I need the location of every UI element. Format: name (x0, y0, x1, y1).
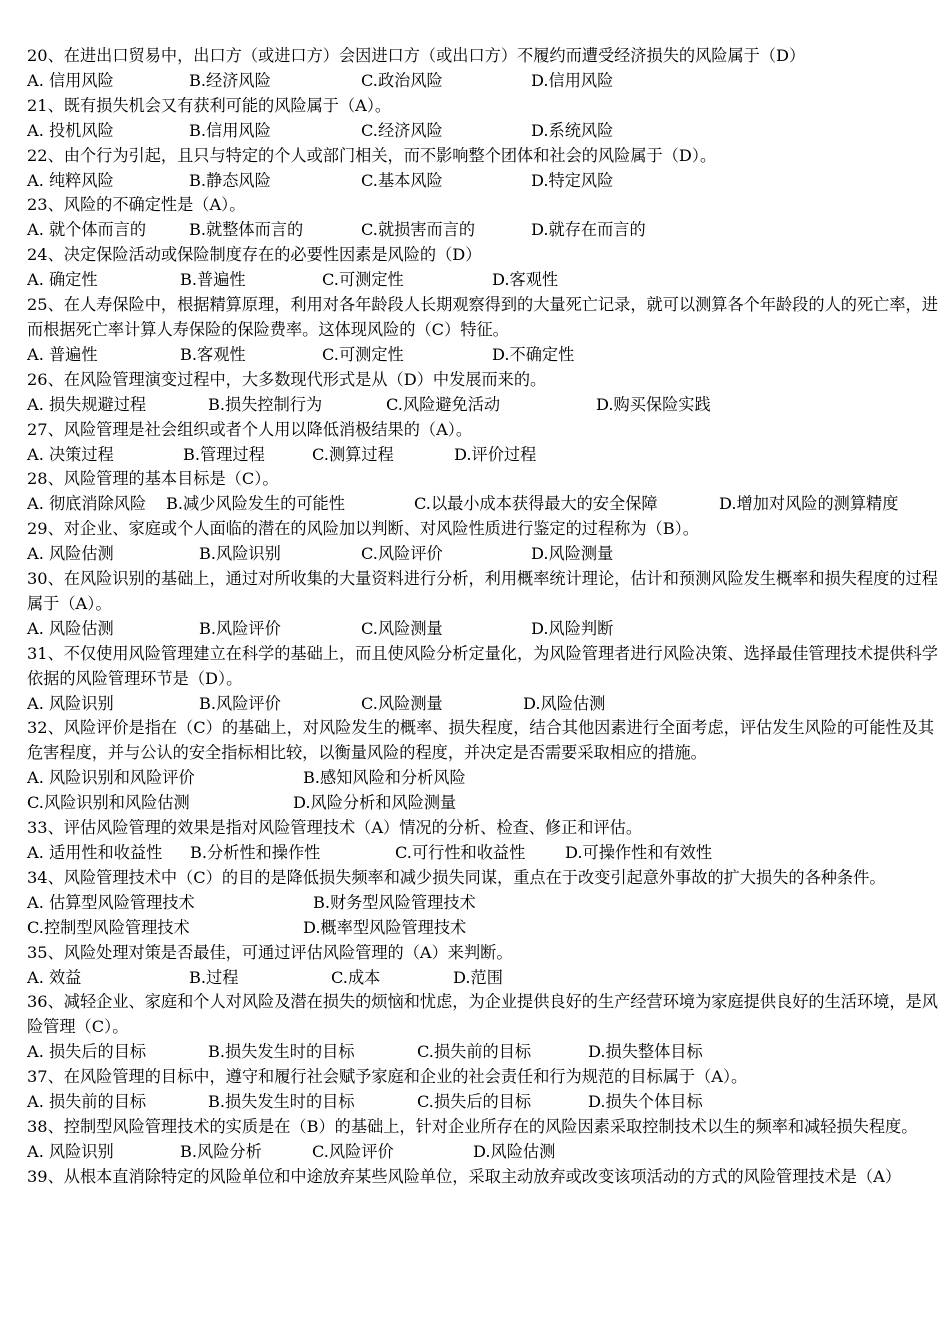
answer-option: D.可操作性和有效性 (565, 843, 713, 862)
answer-option: B.普遍性 (180, 270, 246, 290)
answer-option: B.静态风险 (189, 170, 271, 190)
answer-options (27, 393, 939, 418)
question-text: 37、在风险管理的目标中，遵守和履行社会赋予家庭和企业的社会责任和行为规范的目标属于（A）。 (27, 1067, 748, 1087)
answer-option: D.增加对风险的测算精度 (719, 494, 899, 514)
answer-option: D.损失个体目标 (588, 1092, 703, 1112)
answer-option: B.风险识别 (199, 544, 281, 564)
answer-option: A. 估算型风险管理技术 (27, 892, 195, 912)
answer-option: D.系统风险 (531, 120, 614, 140)
answer-option: A. 效益 (27, 967, 82, 987)
question-text: 31、不仅使用风险管理建立在科学的基础上，而且使风险分析定量化，为风险管理者进行风险决策、选择最佳管理技术提供科学依据的风险管理环节是（D）。 (27, 643, 938, 688)
answer-options (27, 766, 939, 791)
answer-option: B.风险分析 (180, 1141, 262, 1161)
question-text: 29、对企业、家庭或个人面临的潜在的风险加以判断、对风险性质进行鉴定的过程称为（B）。 (27, 519, 699, 539)
answer-option: C.可行性和收益性 (395, 843, 526, 862)
answer-options (27, 841, 939, 866)
answer-option: A. 损失后的目标 (27, 1042, 147, 1062)
answer-option: A. 信用风险 (27, 70, 114, 90)
answer-option: B.经济风险 (189, 70, 271, 90)
question-text: 24、决定保险活动或保险制度存在的必要性因素是风险的（D） (27, 245, 482, 265)
question-page (27, 44, 939, 1190)
answer-option: A. 损失规避过程 (27, 394, 147, 414)
answer-option: B.风险评价 (199, 693, 281, 713)
answer-options (27, 343, 939, 368)
answer-options (27, 1140, 939, 1165)
answer-option: C.可测定性 (322, 270, 404, 290)
answer-option: D.风险估测 (473, 1141, 556, 1161)
question-text: 38、控制型风险管理技术的实质是在（B）的基础上，针对企业所存在的风险因素采取控制技术以生的频率和减轻损失程度。 (27, 1116, 918, 1136)
answer-option: C.风险避免活动 (386, 394, 501, 414)
question-text: 22、由个行为引起，且只与特定的个人或部门相关，而不影响整个团体和社会的风险属于（D）。 (27, 145, 717, 165)
answer-options (27, 69, 939, 94)
answer-option: D.风险判断 (531, 618, 614, 638)
question-text: 21、既有损失机会又有获利可能的风险属于（A）。 (27, 95, 392, 115)
answer-option: D.特定风险 (531, 170, 614, 190)
answer-option: A. 投机风险 (27, 120, 114, 140)
answer-option: C.政治风险 (361, 70, 443, 90)
answer-option: C.基本风险 (361, 170, 443, 190)
answer-option: A. 风险识别 (27, 1141, 114, 1161)
answer-option: C.风险测量 (361, 693, 443, 713)
answer-option: D.购买保险实践 (596, 394, 711, 414)
answer-options (27, 268, 939, 293)
answer-option: C.测算过程 (312, 444, 394, 464)
answer-options (27, 443, 939, 468)
answer-option: B.损失发生时的目标 (208, 1042, 355, 1062)
answer-option: D.风险估测 (523, 693, 606, 713)
question-text: 23、风险的不确定性是（A）。 (27, 195, 246, 215)
answer-option: A. 纯粹风险 (27, 170, 114, 190)
answer-options (27, 692, 939, 717)
answer-option: B.分析性和操作性 (190, 843, 321, 862)
answer-option: C.损失前的目标 (417, 1042, 532, 1062)
answer-options (27, 492, 939, 517)
answer-option: C.风险测量 (361, 618, 443, 638)
answer-option: A. 确定性 (27, 270, 98, 290)
question-text: 27、风险管理是社会组织或者个人用以降低消极结果的（A）。 (27, 419, 473, 439)
answer-option: D.概率型风险管理技术 (303, 917, 467, 937)
answer-option: D.就存在而言的 (531, 220, 646, 240)
answer-options (27, 916, 939, 941)
question-text: 28、风险管理的基本目标是（C）。 (27, 469, 279, 489)
answer-option: B.减少风险发生的可能性 (166, 494, 345, 514)
answer-option: A. 损失前的目标 (27, 1092, 147, 1112)
answer-option: D.风险分析和风险测量 (293, 793, 457, 813)
answer-option: C.经济风险 (361, 120, 443, 140)
answer-options (27, 791, 939, 816)
answer-option: D.信用风险 (531, 70, 614, 90)
question-text: 20、在进出口贸易中，出口方（或进口方）会因进口方（或出口方）不履约而遭受经济损失的风险属于（D） (27, 46, 806, 65)
answer-option: D.损失整体目标 (588, 1042, 703, 1062)
answer-option: B.就整体而言的 (189, 220, 304, 240)
question-text: 30、在风险识别的基础上，通过对所收集的大量资料进行分析，利用概率统计理论，估计和预测风险发生概率和损失程度的过程属于（A）。 (27, 569, 938, 613)
answer-option: A. 风险识别和风险评价 (27, 768, 195, 788)
question-text: 34、风险管理技术中（C）的目的是降低损失频率和减少损失同谋，重点在于改变引起意外事故的扩大损失的各种条件。 (27, 867, 886, 887)
answer-option: C.可测定性 (322, 344, 404, 364)
answer-option: C.损失后的目标 (417, 1092, 532, 1112)
answer-option: B.风险评价 (199, 618, 281, 638)
answer-option: D.风险测量 (531, 544, 614, 564)
answer-option: A. 风险估测 (27, 544, 114, 564)
question-text: 39、从根本直消除特定的风险单位和中途放弃某些风险单位，采取主动放弃或改变该项活动的方式的风险管理技术是（A） (27, 1166, 902, 1186)
answer-option: D.范围 (453, 967, 503, 987)
answer-options (27, 1040, 939, 1065)
answer-options (27, 966, 939, 991)
answer-option: C.风险评价 (361, 544, 443, 564)
answer-options (27, 218, 939, 243)
answer-options (27, 891, 939, 916)
question-text: 36、减轻企业、家庭和个人对风险及潜在损失的烦恼和忧虑，为企业提供良好的生产经营环境为家庭提供良好的生活环境，是风险管理（C）。 (27, 992, 938, 1037)
answer-option: A. 就个体而言的 (27, 220, 147, 240)
answer-option: A. 决策过程 (27, 444, 114, 464)
answer-option: C.以最小成本获得最大的安全保障 (414, 494, 658, 514)
answer-options (27, 119, 939, 144)
answer-option: B.管理过程 (183, 444, 265, 464)
answer-option: D.不确定性 (492, 344, 575, 364)
answer-option: C.控制型风险管理技术 (27, 917, 190, 937)
answer-option: C.成本 (331, 967, 381, 987)
question-text: 25、在人寿保险中，根据精算原理，利用对各年龄段人长期观察得到的大量死亡记录，就可以测算各个年龄段的人的死亡率，进而根据死亡率计算人寿保险的保险费率。这体现风险的（C）特征。 (27, 295, 938, 339)
answer-option: B.损失发生时的目标 (208, 1092, 355, 1112)
question-text: 35、风险处理对策是否最佳，可通过评估风险管理的（A）来判断。 (27, 942, 513, 962)
answer-option: B.过程 (189, 967, 239, 987)
answer-option: B.财务型风险管理技术 (313, 892, 476, 912)
answer-option: B.客观性 (180, 344, 246, 364)
answer-options (27, 542, 939, 567)
answer-option: D.客观性 (492, 270, 559, 290)
question-text: 26、在风险管理演变过程中，大多数现代形式是从（D）中发展而来的。 (27, 369, 547, 389)
answer-option: A. 普遍性 (27, 344, 98, 364)
answer-option: A. 彻底消除风险 (27, 494, 147, 514)
answer-options (27, 617, 939, 642)
answer-option: B.感知风险和分析风险 (303, 768, 466, 788)
question-text: 33、评估风险管理的效果是指对风险管理技术（A）情况的分析、检查、修正和评估。 (27, 818, 643, 838)
answer-option: B.损失控制行为 (208, 394, 323, 414)
answer-option: A. 风险识别 (27, 693, 114, 713)
answer-option: C.风险评价 (312, 1141, 394, 1161)
answer-option: D.评价过程 (454, 444, 537, 464)
answer-options (27, 169, 939, 194)
answer-options (27, 1090, 939, 1115)
answer-option: C.风险识别和风险估测 (27, 793, 190, 813)
answer-option: C.就损害而言的 (361, 220, 476, 240)
question-text: 32、风险评价是指在（C）的基础上，对风险发生的概率、损失程度，结合其他因素进行全面考虑，评估发生风险的可能性及其危害程度，并与公认的安全指标相比较，以衡量风险的程度，并决定是否需要采取相应的措施。 (27, 718, 935, 763)
answer-option: A. 适用性和收益性 (27, 843, 163, 862)
answer-option: B.信用风险 (189, 120, 271, 140)
answer-option: A. 风险估测 (27, 618, 114, 638)
